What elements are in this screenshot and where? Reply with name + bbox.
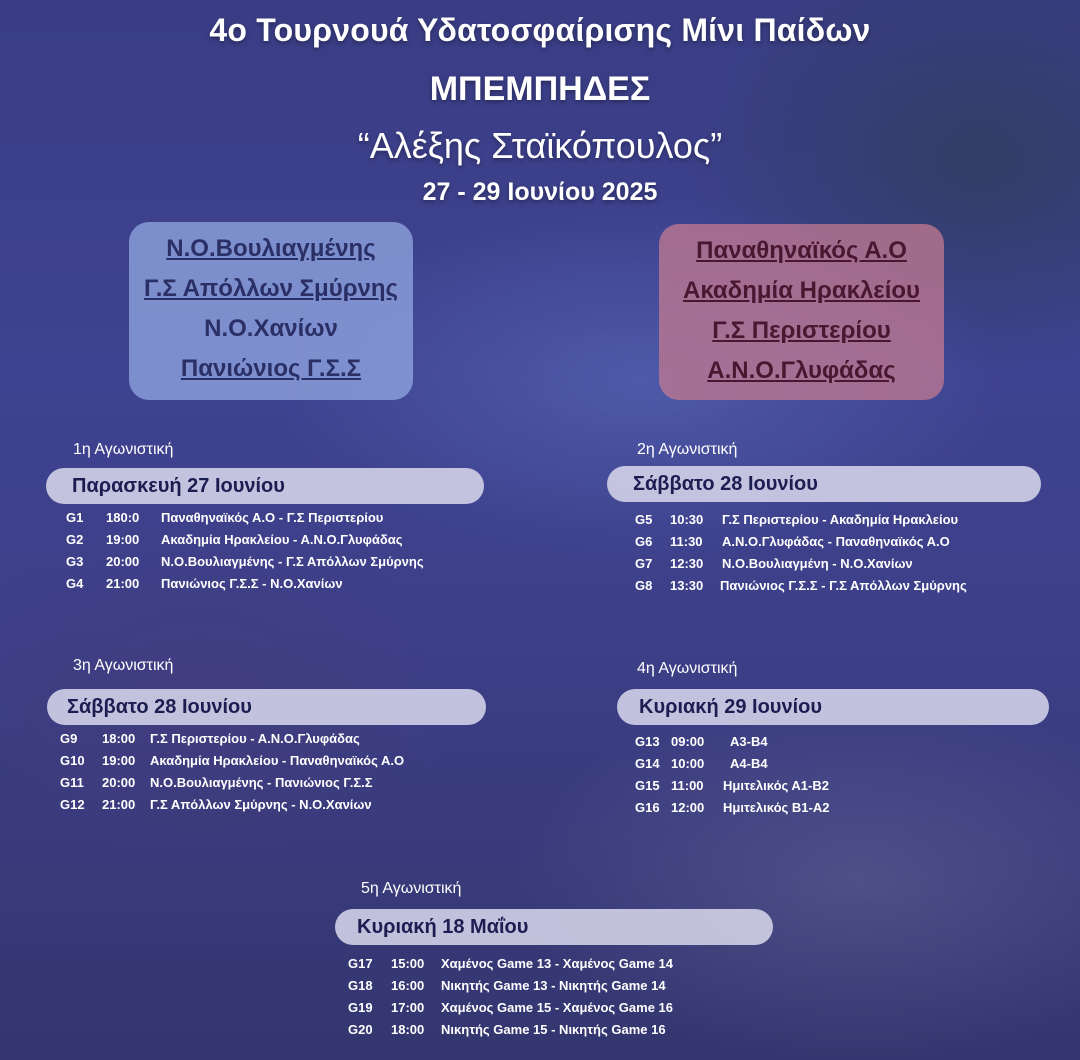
match-time: 180:0 bbox=[106, 510, 140, 525]
match-row bbox=[60, 794, 480, 816]
match-time: 20:00 bbox=[106, 554, 140, 569]
group-a-team: Πανιώνιος Γ.Σ.Σ bbox=[180, 355, 362, 382]
match-time: 17:00 bbox=[391, 1000, 425, 1015]
match-id: G9 bbox=[60, 731, 78, 746]
tournament-title: 4ο Τουρνουά Υδατοσφαίρισης Μίνι Παίδων bbox=[209, 12, 871, 48]
match-time: 12:30 bbox=[670, 556, 704, 571]
match-id: G1 bbox=[66, 510, 84, 525]
group-b-team: Ακαδημία Ηρακλείου bbox=[682, 277, 920, 304]
match-row bbox=[348, 997, 768, 1019]
match-id: G2 bbox=[66, 532, 84, 547]
match-teams: Γ.Σ Περιστερίου - Α.Ν.Ο.Γλυφάδας bbox=[150, 731, 360, 746]
match-id: G15 bbox=[635, 778, 660, 793]
match-time: 18:00 bbox=[391, 1022, 425, 1037]
round-5-day: Κυριακή 18 Μαΐου bbox=[335, 909, 773, 945]
match-teams: Γ.Σ Απόλλων Σμύρνης - Ν.Ο.Χανίων bbox=[150, 797, 372, 812]
group-a-box bbox=[129, 222, 413, 400]
round-5-matches bbox=[348, 953, 768, 1041]
match-teams: Α4-Β4 bbox=[730, 756, 768, 771]
match-time: 10:00 bbox=[671, 756, 705, 771]
match-teams: Γ.Σ Περιστερίου - Ακαδημία Ηρακλείου bbox=[722, 512, 959, 527]
match-row bbox=[635, 775, 1035, 797]
match-time: 15:00 bbox=[391, 956, 425, 971]
match-row bbox=[60, 728, 480, 750]
match-id: G17 bbox=[348, 956, 373, 971]
round-2-matches bbox=[635, 509, 1055, 597]
match-row bbox=[66, 507, 486, 529]
match-id: G10 bbox=[60, 753, 85, 768]
tournament-dates: 27 - 29 Ιουνίου 2025 bbox=[422, 178, 658, 206]
match-row bbox=[635, 797, 1035, 819]
match-row bbox=[635, 553, 1055, 575]
match-id: G11 bbox=[60, 775, 84, 790]
round-3-day: Σάββατο 28 Ιουνίου bbox=[47, 689, 486, 725]
match-teams: Νικητής Game 13 - Νικητής Game 14 bbox=[441, 978, 666, 993]
tournament-category: ΜΠΕΜΠΗΔΕΣ bbox=[429, 70, 651, 108]
match-time: 18:00 bbox=[102, 731, 136, 746]
match-id: G7 bbox=[635, 556, 653, 571]
round-2-day: Σάββατο 28 Ιουνίου bbox=[607, 466, 1041, 502]
match-row bbox=[635, 509, 1055, 531]
match-teams: Ημιτελικός Β1-Α2 bbox=[723, 800, 830, 815]
match-row bbox=[348, 953, 768, 975]
match-teams: Χαμένος Game 13 - Χαμένος Game 14 bbox=[441, 956, 674, 971]
match-teams: Πανιώνιος Γ.Σ.Σ - Ν.Ο.Χανίων bbox=[161, 576, 343, 591]
match-teams: Ημιτελικός Α1-Β2 bbox=[723, 778, 829, 793]
group-b-team: Α.Ν.Ο.Γλυφάδας bbox=[707, 357, 896, 384]
match-teams: Α3-Β4 bbox=[730, 734, 768, 749]
match-row bbox=[66, 529, 486, 551]
match-teams: Ν.Ο.Βουλιαγμένης - Γ.Σ Απόλλων Σμύρνης bbox=[161, 554, 424, 569]
match-time: 11:30 bbox=[670, 534, 703, 549]
round-4-label: 4η Αγωνιστική bbox=[637, 660, 738, 677]
match-teams: Ακαδημία Ηρακλείου - Α.Ν.Ο.Γλυφάδας bbox=[161, 532, 403, 547]
round-4-matches bbox=[635, 731, 1035, 819]
match-time: 19:00 bbox=[102, 753, 136, 768]
round-1-label: 1η Αγωνιστική bbox=[73, 441, 174, 458]
match-id: G3 bbox=[66, 554, 84, 569]
match-time: 10:30 bbox=[670, 512, 704, 527]
round-4-day: Κυριακή 29 Ιουνίου bbox=[617, 689, 1049, 725]
match-id: G6 bbox=[635, 534, 653, 549]
match-teams: Παναθηναϊκός Α.Ο - Γ.Σ Περιστερίου bbox=[161, 510, 384, 525]
group-b-box bbox=[659, 224, 944, 400]
round-2-label: 2η Αγωνιστική bbox=[637, 441, 738, 458]
match-time: 12:00 bbox=[671, 800, 705, 815]
match-row bbox=[60, 772, 480, 794]
match-time: 19:00 bbox=[106, 532, 140, 547]
match-row bbox=[635, 731, 1035, 753]
match-time: 20:00 bbox=[102, 775, 136, 790]
round-1-matches bbox=[66, 507, 486, 595]
match-time: 21:00 bbox=[106, 576, 140, 591]
match-id: G14 bbox=[635, 756, 660, 771]
match-id: G13 bbox=[635, 734, 660, 749]
match-time: 21:00 bbox=[102, 797, 136, 812]
match-id: G16 bbox=[635, 800, 660, 815]
match-row bbox=[60, 750, 480, 772]
match-teams: Α.Ν.Ο.Γλυφάδας - Παναθηναϊκός Α.Ο bbox=[722, 534, 950, 549]
round-5-label: 5η Αγωνιστική bbox=[361, 880, 462, 897]
match-row bbox=[348, 1019, 768, 1041]
match-time: 11:00 bbox=[671, 778, 704, 793]
match-row bbox=[66, 551, 486, 573]
match-id: G5 bbox=[635, 512, 653, 527]
match-row bbox=[66, 573, 486, 595]
group-b-team: Παναθηναϊκός Α.Ο bbox=[696, 237, 907, 264]
group-b-team: Γ.Σ Περιστερίου bbox=[712, 317, 891, 344]
match-id: G4 bbox=[66, 576, 84, 591]
round-3-matches bbox=[60, 728, 480, 816]
match-id: G19 bbox=[348, 1000, 373, 1015]
match-id: G12 bbox=[60, 797, 85, 812]
match-teams: Νικητής Game 15 - Νικητής Game 16 bbox=[441, 1022, 666, 1037]
match-teams: Ν.Ο.Βουλιαγμένης - Πανιώνιος Γ.Σ.Σ bbox=[150, 775, 373, 790]
match-row bbox=[635, 753, 1035, 775]
group-a-team: Γ.Σ Απόλλων Σμύρνης bbox=[143, 275, 399, 302]
match-teams: Πανιώνιος Γ.Σ.Σ - Γ.Σ Απόλλων Σμύρνης bbox=[720, 578, 967, 593]
match-id: G20 bbox=[348, 1022, 373, 1037]
match-teams: Ακαδημία Ηρακλείου - Παναθηναϊκός Α.Ο bbox=[150, 753, 405, 768]
match-time: 16:00 bbox=[391, 978, 425, 993]
group-a-team: Ν.Ο.Χανίων bbox=[204, 315, 338, 342]
group-a-team: Ν.Ο.Βουλιαγμένης bbox=[166, 235, 376, 262]
match-teams: Ν.Ο.Βουλιαγμένη - Ν.Ο.Χανίων bbox=[722, 556, 913, 571]
match-id: G8 bbox=[635, 578, 653, 593]
tournament-name: “Αλέξης Σταϊκόπουλος” bbox=[357, 125, 723, 166]
round-3-label: 3η Αγωνιστική bbox=[73, 657, 174, 674]
match-row bbox=[635, 531, 1055, 553]
round-1-day: Παρασκευή 27 Ιουνίου bbox=[46, 468, 484, 504]
match-time: 09:00 bbox=[671, 734, 705, 749]
match-row bbox=[635, 575, 1055, 597]
match-row bbox=[348, 975, 768, 997]
match-teams: Χαμένος Game 15 - Χαμένος Game 16 bbox=[441, 1000, 674, 1015]
match-time: 13:30 bbox=[670, 578, 704, 593]
match-id: G18 bbox=[348, 978, 373, 993]
